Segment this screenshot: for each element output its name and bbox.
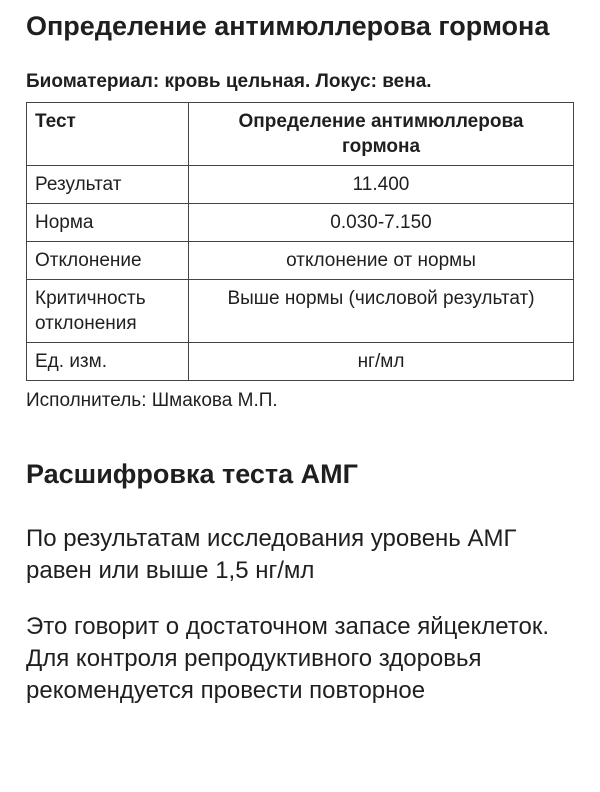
document-page xyxy=(26,0,576,707)
row-value: 0.030-7.150 xyxy=(189,204,574,242)
biomaterial-line: Биоматериал: кровь цельная. Локус: вена. xyxy=(26,71,432,92)
table-row xyxy=(27,166,574,204)
table-header-test-name: Определение антимюллерова гормона xyxy=(189,103,574,166)
paragraph: Это говорит о достаточном запасе яйцеклеток. Для контроля репродуктивного здоровья рекомендуется провести повторное xyxy=(26,613,550,704)
results-table xyxy=(26,102,574,381)
row-value: Выше нормы (числовой результат) xyxy=(189,280,574,343)
table-row xyxy=(27,242,574,280)
row-label: Результат xyxy=(27,166,189,204)
performer-line: Исполнитель: Шмакова М.П. xyxy=(26,390,278,411)
page-title: Определение антимюллерова гормона xyxy=(26,11,550,41)
table-row xyxy=(27,280,574,343)
section-title: Расшифровка теста АМГ xyxy=(26,459,358,489)
row-value: 11.400 xyxy=(189,166,574,204)
table-row xyxy=(27,204,574,242)
paragraph: По результатам исследования уровень АМГ равен или выше 1,5 нг/мл xyxy=(26,525,517,584)
row-label: Ед. изм. xyxy=(27,343,189,381)
row-value: нг/мл xyxy=(189,343,574,381)
table-header-row xyxy=(27,103,574,166)
row-value: отклонение от нормы xyxy=(189,242,574,280)
table-row xyxy=(27,343,574,381)
row-label: Критичность отклонения xyxy=(27,280,189,343)
table-header-test: Тест xyxy=(27,103,189,166)
row-label: Норма xyxy=(27,204,189,242)
row-label: Отклонение xyxy=(27,242,189,280)
